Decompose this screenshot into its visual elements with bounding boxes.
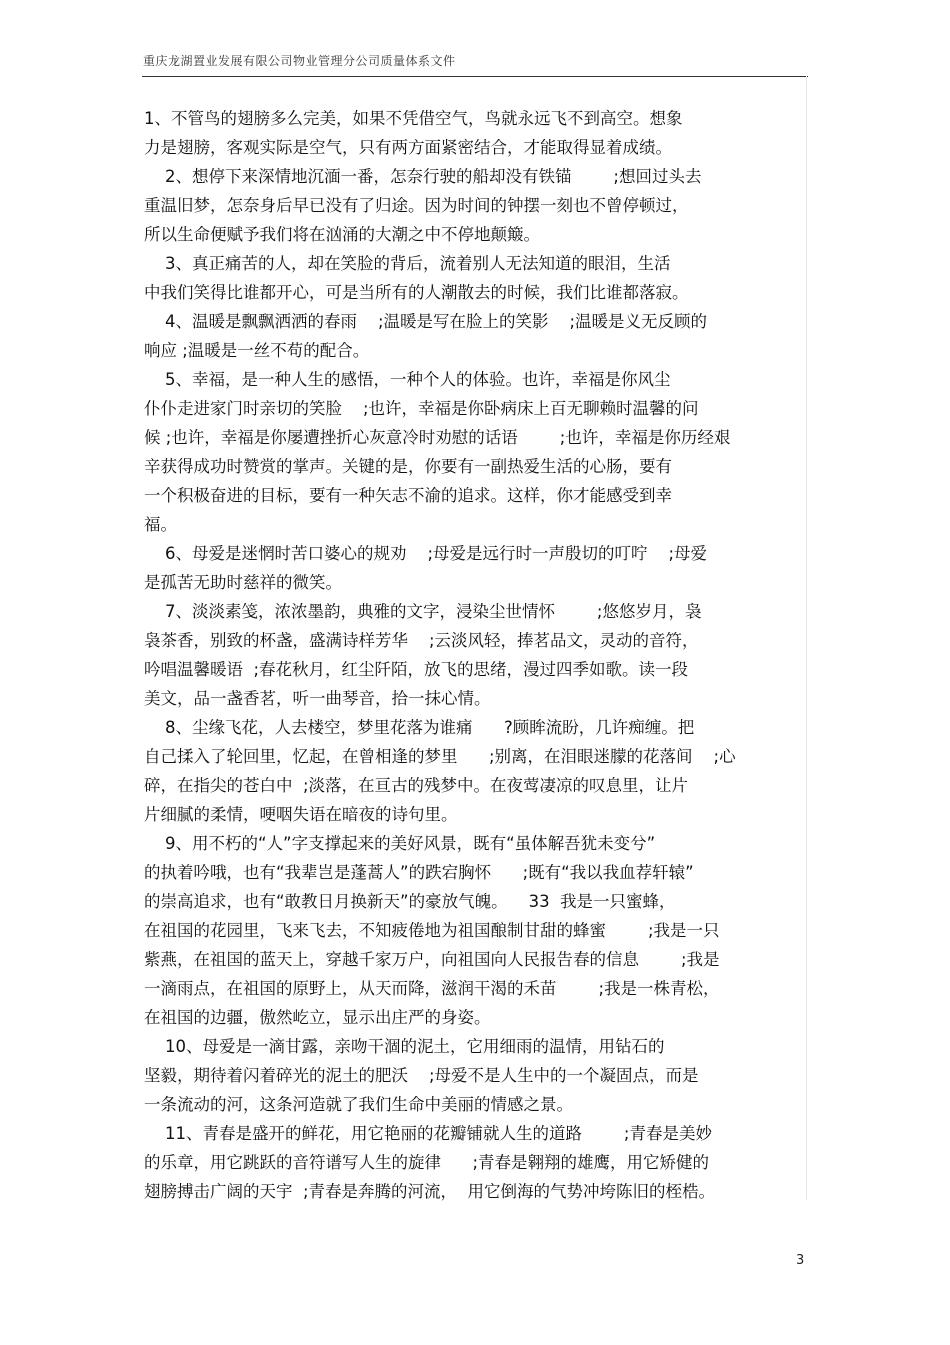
right-margin-rule — [806, 76, 807, 1200]
text-line: 10、母爱是一滴甘露，亲吻干涸的泥土，它用细雨的温情，用钻石的 — [144, 1037, 665, 1056]
text-line: 一条流动的河，这条河造就了我们生命中美丽的情感之景。 — [144, 1095, 573, 1114]
text-line: 7、淡淡素笺，浓浓墨韵，典雅的文字，浸染尘世情怀 ;悠悠岁月，袅 — [144, 602, 702, 621]
paragraph-10 — [144, 1032, 804, 1119]
text-line: 11、青春是盛开的鲜花，用它艳丽的花瓣铺就人生的道路 ;青春是美妙 — [144, 1124, 712, 1143]
text-line: 在祖国的花园里，飞来飞去，不知疲倦地为祖国酿制甘甜的蜂蜜 ;我是一只 — [144, 921, 720, 940]
text-line: 一个积极奋进的目标，要有一种矢志不渝的追求。这样，你才能感受到幸 — [144, 486, 672, 505]
text-line: 片细腻的柔情，哽咽失语在暗夜的诗句里。 — [144, 805, 458, 824]
text-line: 在祖国的边疆，傲然屹立，显示出庄严的身姿。 — [144, 1008, 491, 1027]
text-line: 福。 — [144, 515, 177, 534]
text-line: 4、温暖是飘飘洒洒的春雨 ;温暖是写在脸上的笑影 ;温暖是义无反顾的 — [144, 312, 708, 331]
text-line: 辛获得成功时赞赏的掌声。关键的是，你要有一副热爱生活的心肠，要有 — [144, 457, 672, 476]
paragraph-7 — [144, 597, 804, 713]
text-line: 2、想停下来深情地沉湎一番，怎奈行驶的船却没有铁锚 ;想回过头去 — [144, 167, 702, 186]
page-number: 3 — [796, 1253, 805, 1268]
header-divider — [142, 76, 808, 77]
text-line: 翅膀搏击广阔的天宇 ;青春是奔腾的河流， 用它倒海的气势冲垮陈旧的桎梏。 — [144, 1182, 716, 1201]
paragraph-11 — [144, 1119, 804, 1206]
text-line: 5、幸福，是一种人生的感悟，一种个人的体验。也许，幸福是你风尘 — [144, 370, 671, 389]
paragraph-4 — [144, 307, 804, 365]
text-line: 重温旧梦，怎奈身后早已没有了归途。因为时间的钟摆一刻也不曾停顿过， — [144, 196, 689, 215]
text-line: 仆仆走进家门时亲切的笑脸 ;也许，幸福是你卧病床上百无聊赖时温馨的问 — [144, 399, 699, 418]
text-line: 中我们笑得比谁都开心，可是当所有的人潮散去的时候，我们比谁都落寂。 — [144, 283, 689, 302]
text-line: 所以生命便赋予我们将在汹涌的大潮之中不停地颠簸。 — [144, 225, 540, 244]
text-line: 的崇高追求，也有“敢教日月换新天”的豪放气魄。 33 我是一只蜜蜂， — [144, 892, 676, 911]
paragraph-1 — [144, 104, 804, 162]
document-header: 重庆龙湖置业发展有限公司物业管理分公司质量体系文件 — [143, 54, 456, 68]
text-line: 6、母爱是迷惘时苦口婆心的规劝 ;母爱是远行时一声殷切的叮咛 ;母爱 — [144, 544, 708, 563]
text-line: 候 ;也许，幸福是你屡遭挫折心灰意冷时劝慰的话语 ;也许，幸福是你历经艰 — [144, 428, 731, 447]
text-line: 响应 ;温暖是一丝不苟的配合。 — [144, 341, 370, 360]
text-line: 9、用不朽的“人”字支撑起来的美好风景，既有“虽体解吾犹未变兮” — [144, 834, 656, 853]
text-line: 坚毅，期待着闪着碎光的泥土的肥沃 ;母爱不是人生中的一个凝固点，而是 — [144, 1066, 699, 1085]
paragraph-5 — [144, 365, 804, 539]
text-line: 一滴雨点，在祖国的原野上，从天而降，滋润干渴的禾苗 ;我是一株青松， — [144, 979, 720, 998]
text-line: 的执着吟哦，也有“我辈岂是蓬蒿人”的跌宕胸怀 ;既有“我以我血荐轩辕” — [144, 863, 694, 882]
paragraph-6 — [144, 539, 804, 597]
text-line: 自己揉入了轮回里，忆起，在曾相逢的梦里 ;别离，在泪眼迷朦的花落间 ;心 — [144, 747, 736, 766]
paragraph-9 — [144, 829, 804, 1032]
text-line: 紫燕，在祖国的蓝天上，穿越千家万户，向祖国向人民报告春的信息 ;我是 — [144, 950, 720, 969]
text-line: 吟唱温馨暖语 ;春花秋月，红尘阡陌，放飞的思绪，漫过四季如歌。读一段 — [144, 660, 689, 679]
paragraph-8 — [144, 713, 804, 829]
text-line: 的乐章，用它跳跃的音符谱写人生的旋律 ;青春是翱翔的雄鹰，用它矫健的 — [144, 1153, 710, 1172]
paragraph-3 — [144, 249, 804, 307]
text-line: 3、真正痛苦的人，却在笑脸的背后，流着别人无法知道的眼泪，生活 — [144, 254, 671, 273]
text-line: 美文，品一盏香茗，听一曲琴音，拾一抹心情。 — [144, 689, 491, 708]
text-line: 袅茶香，别致的杯盏，盛满诗样芳华 ;云淡风轻，捧茗品文，灵动的音符， — [144, 631, 699, 650]
text-line: 碎，在指尖的苍白中 ;淡落，在亘古的残梦中。在夜莺凄凉的叹息里，让片 — [144, 776, 689, 795]
text-line: 8、尘缘飞花，人去楼空，梦里花落为谁痛 ?顾眸流盼，几许痴缠。把 — [144, 718, 695, 737]
paragraph-2 — [144, 162, 804, 249]
text-line: 1、不管鸟的翅膀多么完美，如果不凭借空气，鸟就永远飞不到高空。想象 — [144, 109, 683, 128]
text-line: 力是翅膀，客观实际是空气，只有两方面紧密结合，才能取得显着成绩。 — [144, 138, 672, 157]
text-line: 是孤苦无助时慈祥的微笑。 — [144, 573, 342, 592]
document-body — [144, 104, 804, 1206]
